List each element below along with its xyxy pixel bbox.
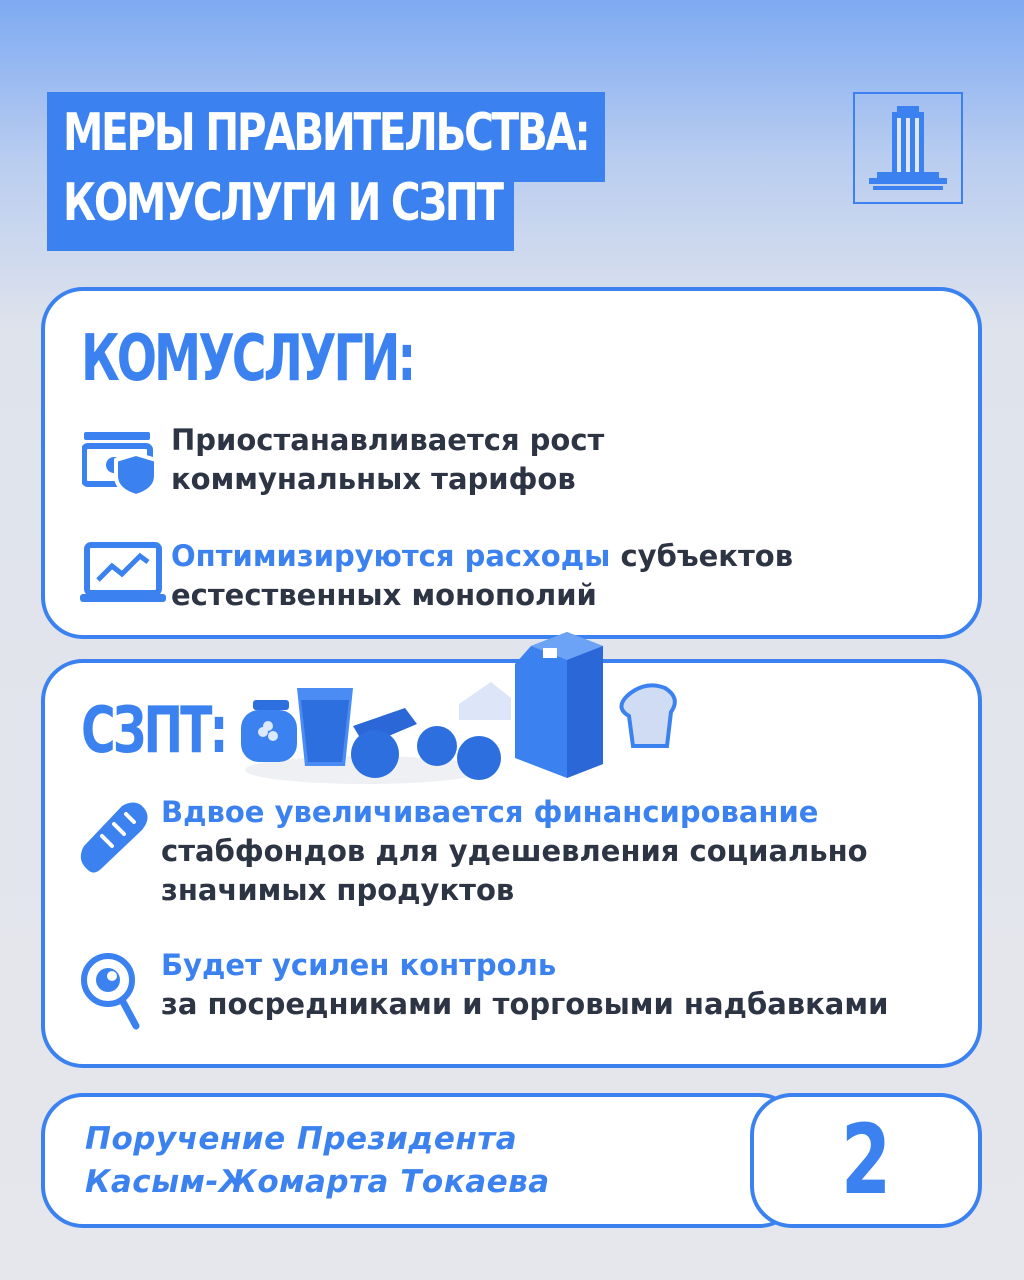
footer-line2: Касым-Жомарта Токаева <box>85 1164 550 1200</box>
food-item1-line2: значимых продуктов <box>161 873 515 907</box>
utilities-item2-line2: естественных монополий <box>171 578 597 612</box>
grocery-products-illustration <box>235 628 695 792</box>
magnifier-eye-icon <box>80 952 142 1036</box>
footer-line1: Поручение Президента <box>85 1121 518 1157</box>
page-title-line1: МЕРЫ ПРАВИТЕЛЬСТВА: <box>63 103 589 163</box>
food-item2-highlight: Будет усилен контроль <box>161 948 557 982</box>
money-shield-icon <box>82 430 162 502</box>
page-number: 2 <box>840 1104 892 1216</box>
government-building-icon <box>853 92 963 204</box>
utilities-item2-rest: субъектов <box>610 539 794 573</box>
utilities-heading: КОМУСЛУГИ: <box>81 322 414 396</box>
laptop-chart-icon <box>80 542 166 608</box>
utilities-item1-line2: коммунальных тарифов <box>171 462 576 496</box>
food-item2-line1: за посредниками и торговыми надбавками <box>161 987 889 1021</box>
food-item1-highlight: Вдвое увеличивается финансирование <box>161 795 819 829</box>
page-title-line2: КОМУСЛУГИ И СЗПТ <box>63 173 502 233</box>
utilities-item2-highlight: Оптимизируются расходы <box>171 539 611 573</box>
utilities-item2-line1 <box>171 537 793 576</box>
food-heading: СЗПТ: <box>81 694 226 768</box>
food-item1-line1: стабфондов для удешевления социально <box>161 834 868 868</box>
bread-icon <box>76 800 150 878</box>
utilities-item1-line1: Приостанавливается рост <box>171 423 605 457</box>
footer-caption <box>85 1118 550 1204</box>
